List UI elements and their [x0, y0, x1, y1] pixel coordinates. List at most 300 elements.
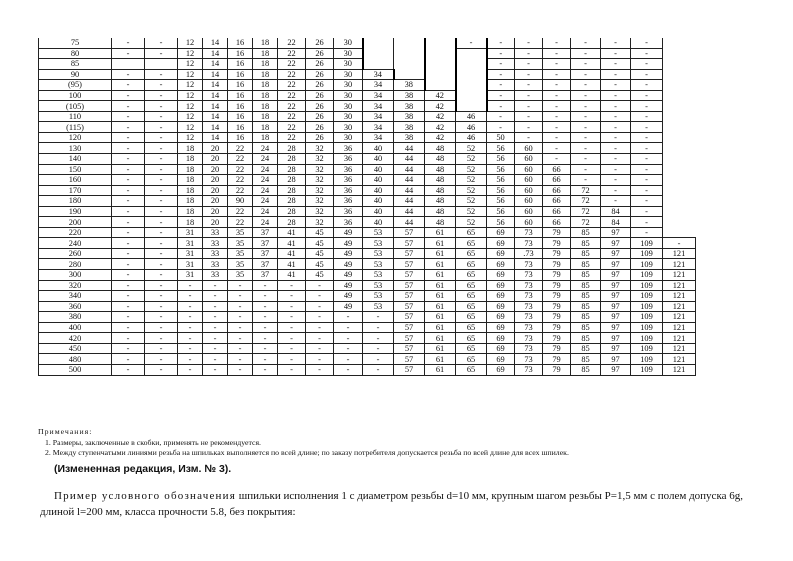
table-cell: 20	[203, 164, 228, 175]
table-cell: 36	[334, 196, 363, 207]
table-cell: 85	[571, 248, 601, 259]
table-cell	[394, 38, 425, 48]
table-cell: 16	[228, 48, 253, 59]
table-cell: -	[112, 101, 145, 112]
table-cell: 97	[601, 238, 631, 249]
table-cell: 121	[663, 343, 696, 354]
table-cell: 79	[543, 322, 571, 333]
table-cell: -	[487, 69, 515, 80]
table-cell: 26	[306, 38, 334, 48]
table-cell: 97	[601, 270, 631, 281]
length-cell: 75	[39, 38, 112, 48]
table-cell: 45	[306, 259, 334, 270]
table-cell: -	[112, 227, 145, 238]
table-cell: -	[145, 111, 178, 122]
table-cell: -	[571, 48, 601, 59]
table-cell: 31	[178, 270, 203, 281]
table-cell: -	[203, 364, 228, 375]
table-cell: -	[306, 333, 334, 344]
table-cell: 40	[363, 196, 394, 207]
table-cell: 45	[306, 270, 334, 281]
length-cell: 80	[39, 48, 112, 59]
table-cell: -	[145, 143, 178, 154]
table-cell: -	[228, 280, 253, 291]
table-cell: -	[631, 185, 663, 196]
table-cell: 97	[601, 312, 631, 323]
table-cell: -	[253, 343, 278, 354]
table-cell: 65	[456, 238, 487, 249]
table-cell: 61	[425, 354, 456, 365]
table-cell: 60	[515, 206, 543, 217]
table-cell: -	[253, 354, 278, 365]
table-cell: 109	[631, 333, 663, 344]
table-cell: 97	[601, 364, 631, 375]
table-cell: 48	[425, 154, 456, 165]
table-cell: 46	[456, 132, 487, 143]
table-row	[39, 227, 696, 238]
table-cell: 73	[515, 364, 543, 375]
table-cell: -	[601, 101, 631, 112]
table-cell: 33	[203, 227, 228, 238]
table-cell: 24	[253, 175, 278, 186]
table-cell: -	[112, 217, 145, 228]
table-cell: 34	[363, 132, 394, 143]
table-cell: -	[306, 354, 334, 365]
table-cell: 53	[363, 280, 394, 291]
table-cell: -	[145, 101, 178, 112]
table-cell: 79	[543, 280, 571, 291]
table-cell: 37	[253, 270, 278, 281]
table-cell: 121	[663, 259, 696, 270]
table-cell: 121	[663, 354, 696, 365]
table-cell: 28	[278, 196, 306, 207]
table-row	[39, 196, 696, 207]
table-cell: -	[112, 343, 145, 354]
table-cell: 31	[178, 227, 203, 238]
table-cell: -	[487, 59, 515, 70]
table-cell: 97	[601, 301, 631, 312]
table-cell: 22	[278, 80, 306, 91]
table-cell: 40	[363, 185, 394, 196]
table-cell: 73	[515, 343, 543, 354]
table-cell: 61	[425, 343, 456, 354]
table-cell: 12	[178, 101, 203, 112]
table-cell: 35	[228, 248, 253, 259]
table-cell: 37	[253, 227, 278, 238]
table-cell: 18	[253, 90, 278, 101]
table-cell: 18	[253, 59, 278, 70]
table-cell: 20	[203, 206, 228, 217]
table-cell: -	[112, 111, 145, 122]
table-cell: 18	[178, 154, 203, 165]
table-cell: 72	[571, 217, 601, 228]
table-row	[39, 38, 696, 48]
table-cell: -	[601, 69, 631, 80]
table-cell: 20	[203, 143, 228, 154]
table-row	[39, 154, 696, 165]
table-cell: 65	[456, 227, 487, 238]
table-cell: 61	[425, 291, 456, 302]
table-cell	[425, 38, 456, 48]
table-cell: -	[145, 354, 178, 365]
table-cell: -	[631, 69, 663, 80]
table-cell: -	[363, 312, 394, 323]
table-cell: 49	[334, 259, 363, 270]
table-cell: 36	[334, 175, 363, 186]
table-cell: 48	[425, 175, 456, 186]
table-cell: 61	[425, 301, 456, 312]
table-cell: -	[601, 143, 631, 154]
length-cell: 85	[39, 59, 112, 70]
table-cell: 109	[631, 354, 663, 365]
table-row	[39, 259, 696, 270]
table-cell	[425, 69, 456, 80]
table-cell: 60	[515, 196, 543, 207]
length-cell: 120	[39, 132, 112, 143]
table-cell: -	[487, 38, 515, 48]
table-cell: 32	[306, 206, 334, 217]
table-cell: 65	[456, 301, 487, 312]
table-cell: 79	[543, 364, 571, 375]
table-cell: -	[571, 111, 601, 122]
table-row	[39, 364, 696, 375]
table-cell: -	[306, 312, 334, 323]
table-cell: -	[601, 122, 631, 133]
table-cell: 73	[515, 227, 543, 238]
table-cell: 69	[487, 364, 515, 375]
table-row	[39, 101, 696, 112]
table-cell: 22	[278, 59, 306, 70]
table-cell: 61	[425, 280, 456, 291]
table-cell: -	[112, 248, 145, 259]
table-cell: 61	[425, 270, 456, 281]
table-cell: 61	[425, 259, 456, 270]
table-cell: -	[112, 154, 145, 165]
table-cell: -	[456, 38, 487, 48]
table-cell: -	[228, 333, 253, 344]
table-cell: -	[487, 80, 515, 91]
table-cell: -	[112, 48, 145, 59]
table-cell: 22	[228, 164, 253, 175]
table-cell: 65	[456, 354, 487, 365]
table-cell: -	[543, 111, 571, 122]
table-cell: 36	[334, 185, 363, 196]
table-cell: 35	[228, 238, 253, 249]
table-cell: 85	[571, 270, 601, 281]
table-cell: 24	[253, 154, 278, 165]
table-cell	[112, 59, 145, 70]
table-row	[39, 80, 696, 91]
table-row	[39, 217, 696, 228]
table-cell: -	[515, 80, 543, 91]
length-cell: (95)	[39, 80, 112, 91]
table-cell: 24	[253, 143, 278, 154]
table-cell: 31	[178, 259, 203, 270]
table-cell: -	[145, 301, 178, 312]
table-cell: -	[145, 217, 178, 228]
table-cell: -	[145, 343, 178, 354]
table-cell: 53	[363, 259, 394, 270]
table-cell: -	[203, 354, 228, 365]
table-cell: -	[631, 217, 663, 228]
table-cell: 33	[203, 238, 228, 249]
table-cell: 36	[334, 206, 363, 217]
table-cell: 26	[306, 90, 334, 101]
table-cell: 20	[203, 175, 228, 186]
table-cell: 34	[363, 122, 394, 133]
table-cell: -	[631, 122, 663, 133]
table-cell: 85	[571, 280, 601, 291]
table-cell	[363, 59, 394, 70]
table-cell: -	[601, 185, 631, 196]
table-cell: 18	[253, 111, 278, 122]
table-cell: 22	[278, 48, 306, 59]
table-cell: -	[145, 132, 178, 143]
table-cell: 41	[278, 259, 306, 270]
table-cell: 33	[203, 248, 228, 259]
table-row	[39, 270, 696, 281]
table-cell: -	[543, 80, 571, 91]
table-cell: 26	[306, 111, 334, 122]
table-cell: 16	[228, 122, 253, 133]
table-cell: 18	[178, 185, 203, 196]
table-cell: -	[306, 301, 334, 312]
table-cell: -	[112, 270, 145, 281]
table-cell: -	[112, 38, 145, 48]
table-cell: 109	[631, 301, 663, 312]
table-cell: -	[112, 164, 145, 175]
table-cell: -	[571, 69, 601, 80]
table-cell: -	[515, 90, 543, 101]
table-cell: 56	[487, 206, 515, 217]
note-item-1: 1. Размеры, заключенные в скобки, применять не рекомендуется.	[45, 437, 262, 447]
table-cell: 85	[571, 364, 601, 375]
table-cell: -	[112, 143, 145, 154]
table-cell: -	[363, 354, 394, 365]
table-cell: 18	[253, 122, 278, 133]
table-cell	[394, 48, 425, 59]
table-cell: 121	[663, 248, 696, 259]
table-cell: 69	[487, 301, 515, 312]
table-cell: -	[278, 312, 306, 323]
table-cell: 79	[543, 270, 571, 281]
table-cell: -	[278, 343, 306, 354]
length-cell: 140	[39, 154, 112, 165]
table-row	[39, 59, 696, 70]
table-cell: 30	[334, 111, 363, 122]
table-cell: 48	[425, 217, 456, 228]
table-cell	[456, 101, 487, 112]
table-cell: -	[145, 175, 178, 186]
table-cell: 65	[456, 343, 487, 354]
table-cell: 18	[178, 143, 203, 154]
table-cell: 45	[306, 238, 334, 249]
table-cell: 41	[278, 227, 306, 238]
table-cell: -	[253, 280, 278, 291]
table-cell: -	[334, 333, 363, 344]
table-cell: 73	[515, 280, 543, 291]
table-cell: 66	[543, 185, 571, 196]
table-cell: 121	[663, 291, 696, 302]
table-cell: 79	[543, 248, 571, 259]
table-cell: 56	[487, 175, 515, 186]
table-cell: -	[631, 80, 663, 91]
table-cell: 35	[228, 259, 253, 270]
table-cell: 18	[253, 101, 278, 112]
table-cell: 61	[425, 312, 456, 323]
table-cell: 53	[363, 238, 394, 249]
table-cell: -	[515, 48, 543, 59]
table-cell: -	[363, 343, 394, 354]
table-cell: -	[178, 312, 203, 323]
table-cell: 69	[487, 343, 515, 354]
table-cell: 72	[571, 185, 601, 196]
example-text: шпильки исполнения 1 с диаметром резьбы d=10 мм, крупным шагом резьбы Р=1,5 мм с полем допуска 6g, длиной l=200 мм, класса прочности 5.8, без покрытия:	[40, 490, 743, 518]
table-cell: -	[631, 48, 663, 59]
table-cell: 121	[663, 333, 696, 344]
table-cell: -	[203, 343, 228, 354]
table-cell: -	[601, 164, 631, 175]
table-cell: -	[515, 59, 543, 70]
table-cell: 18	[253, 69, 278, 80]
table-cell: 49	[334, 301, 363, 312]
table-cell: 40	[363, 217, 394, 228]
table-cell: -	[228, 354, 253, 365]
table-cell: -	[515, 101, 543, 112]
table-cell: 60	[515, 164, 543, 175]
table-cell: 22	[278, 90, 306, 101]
table-cell: -	[112, 354, 145, 365]
table-cell: 26	[306, 59, 334, 70]
length-cell: 110	[39, 111, 112, 122]
table-cell: 22	[278, 132, 306, 143]
table-cell: 79	[543, 343, 571, 354]
table-cell: 14	[203, 111, 228, 122]
length-cell: 240	[39, 238, 112, 249]
table-cell: 52	[456, 143, 487, 154]
table-cell: -	[145, 122, 178, 133]
table-cell: 14	[203, 59, 228, 70]
table-cell: -	[571, 90, 601, 101]
table-cell: -	[228, 301, 253, 312]
table-cell: 16	[228, 132, 253, 143]
table-cell: 16	[228, 101, 253, 112]
table-cell: -	[112, 322, 145, 333]
table-cell: 69	[487, 322, 515, 333]
table-cell: 79	[543, 291, 571, 302]
table-cell: 26	[306, 122, 334, 133]
table-cell: 37	[253, 259, 278, 270]
table-cell: -	[253, 312, 278, 323]
table-cell: 57	[394, 291, 425, 302]
table-cell	[363, 38, 394, 48]
table-cell: 22	[228, 175, 253, 186]
table-cell	[363, 48, 394, 59]
table-cell: 32	[306, 175, 334, 186]
table-cell: -	[515, 38, 543, 48]
table-cell: -	[543, 90, 571, 101]
table-cell: 30	[334, 80, 363, 91]
table-cell: 57	[394, 238, 425, 249]
table-cell	[456, 48, 487, 59]
length-cell: (115)	[39, 122, 112, 133]
table-cell: 16	[228, 80, 253, 91]
table-row	[39, 175, 696, 186]
note-item-2: 2. Между ступенчатыми линиями резьба на шпильках выполняется по всей длине; по заказу потребителя допускается резьба по всей длине для всех шпилек.	[45, 448, 569, 457]
table-cell: 26	[306, 101, 334, 112]
table-cell: -	[145, 80, 178, 91]
table-cell: 40	[363, 175, 394, 186]
table-cell: 79	[543, 312, 571, 323]
table-cell: 84	[601, 217, 631, 228]
table-cell: -	[543, 143, 571, 154]
table-cell	[425, 48, 456, 59]
table-cell: 28	[278, 164, 306, 175]
length-cell: 400	[39, 322, 112, 333]
table-cell: 85	[571, 238, 601, 249]
table-cell: 44	[394, 185, 425, 196]
table-cell: 22	[228, 154, 253, 165]
table-cell: 109	[631, 364, 663, 375]
table-cell: 69	[487, 270, 515, 281]
designation-example	[40, 489, 752, 520]
length-cell: 340	[39, 291, 112, 302]
table-cell: 42	[425, 90, 456, 101]
table-cell: 73	[515, 259, 543, 270]
table-cell: 36	[334, 217, 363, 228]
table-cell: -	[145, 280, 178, 291]
length-cell: 90	[39, 69, 112, 80]
table-cell: 61	[425, 248, 456, 259]
table-cell: 24	[253, 196, 278, 207]
table-cell: -	[278, 364, 306, 375]
table-cell: -	[515, 111, 543, 122]
table-cell: 12	[178, 69, 203, 80]
table-cell: -	[306, 343, 334, 354]
table-cell: 20	[203, 196, 228, 207]
table-cell: -	[145, 364, 178, 375]
table-cell: 46	[456, 111, 487, 122]
table-cell: 14	[203, 69, 228, 80]
table-cell: 34	[363, 90, 394, 101]
table-cell: 12	[178, 90, 203, 101]
table-cell: 18	[178, 217, 203, 228]
table-cell: 53	[363, 227, 394, 238]
table-cell: -	[145, 164, 178, 175]
table-cell: 97	[601, 322, 631, 333]
table-cell: -	[543, 59, 571, 70]
table-cell: -	[145, 48, 178, 59]
table-cell: 44	[394, 164, 425, 175]
table-cell: 84	[601, 206, 631, 217]
table-cell: 36	[334, 143, 363, 154]
table-cell: -	[203, 312, 228, 323]
table-cell: -	[145, 69, 178, 80]
table-cell: 12	[178, 59, 203, 70]
length-cell: 220	[39, 227, 112, 238]
table-cell: -	[631, 175, 663, 186]
table-cell: 24	[253, 185, 278, 196]
table-cell: -	[631, 101, 663, 112]
table-cell: 30	[334, 38, 363, 48]
table-cell: -	[178, 354, 203, 365]
table-cell: 57	[394, 354, 425, 365]
table-cell: 28	[278, 185, 306, 196]
table-cell: 79	[543, 301, 571, 312]
table-cell: 48	[425, 206, 456, 217]
table-cell: 36	[334, 164, 363, 175]
length-cell: 260	[39, 248, 112, 259]
